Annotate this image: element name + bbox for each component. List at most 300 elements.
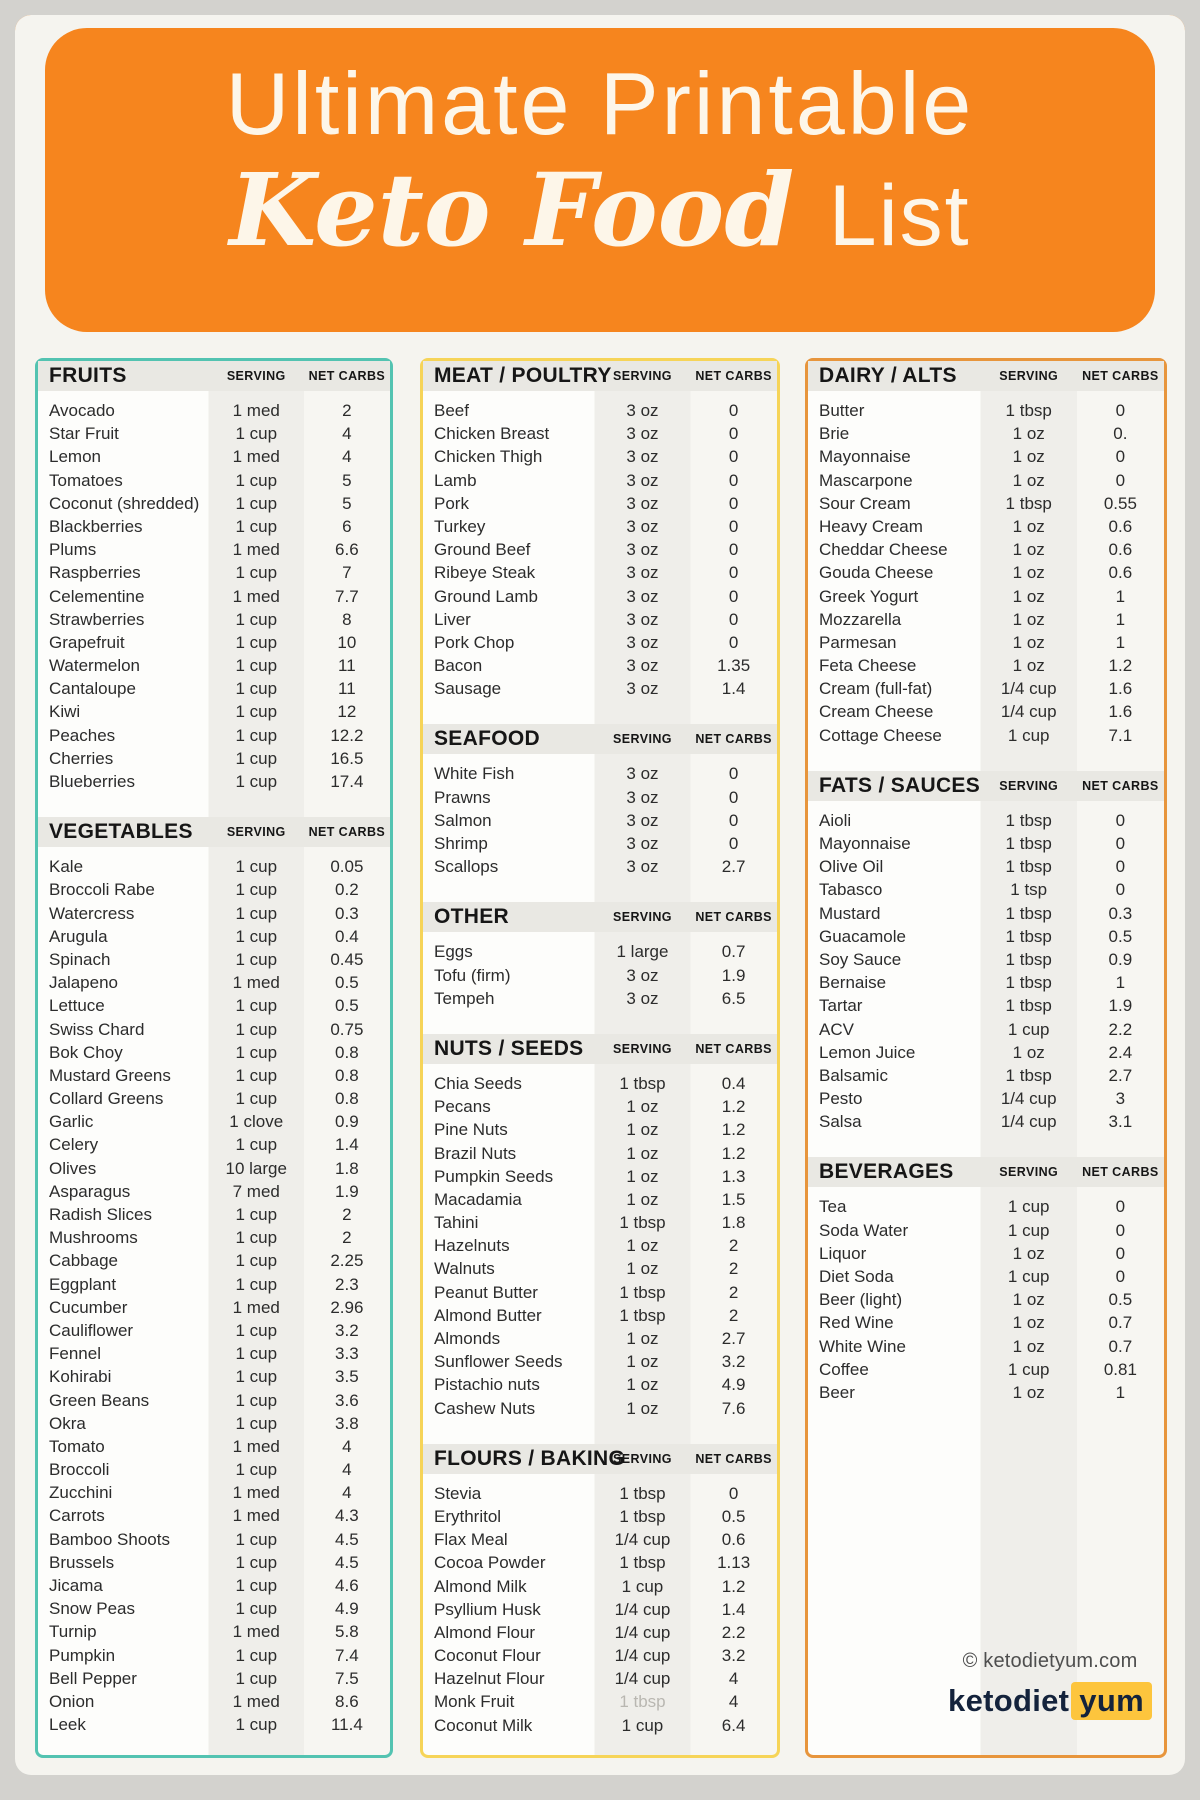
serving-cell: 1/4 cup	[1000, 1089, 1057, 1109]
food-name-cell: Garlic	[49, 1112, 94, 1132]
food-name-cell: Eggplant	[49, 1274, 117, 1294]
serving-cell: 1 cup	[235, 1135, 278, 1155]
section-title-vegetables: VEGETABLES	[49, 820, 193, 844]
table-row	[38, 1713, 390, 1736]
food-name-cell: Watercress	[49, 903, 135, 923]
serving-cell: 1 cup	[1007, 1019, 1050, 1039]
food-name-cell: Celery	[49, 1135, 99, 1155]
food-name-cell: Lettuce	[49, 996, 105, 1016]
food-name-cell: Bamboo Shoots	[49, 1529, 170, 1549]
serving-cell: 1 med	[232, 1691, 280, 1711]
serving-cell: 1 oz	[626, 1166, 659, 1186]
net-carbs-cell: 0	[1115, 1197, 1126, 1217]
serving-cell: 1 cup	[621, 1576, 664, 1596]
net-carbs-cell: 8	[342, 609, 352, 629]
table-row	[423, 538, 777, 561]
section-header-fruits	[38, 361, 390, 391]
table-row	[423, 399, 777, 422]
table-row	[808, 1358, 1164, 1381]
serving-cell: 1 cup	[235, 857, 278, 877]
table-row	[38, 1667, 390, 1690]
net-carbs-cell: 0.81	[1103, 1359, 1137, 1379]
table-row	[808, 1195, 1164, 1218]
serving-cell: 1 cup	[235, 1019, 278, 1039]
food-name-cell: Hazelnuts	[434, 1236, 510, 1256]
food-name-cell: Pumpkin Seeds	[434, 1166, 554, 1186]
net-carbs-cell: 2.4	[1108, 1042, 1133, 1062]
food-name-cell: Aioli	[819, 810, 852, 830]
serving-cell: 1 cup	[235, 1460, 278, 1480]
serving-cell: 1 cup	[235, 772, 278, 791]
net-carbs-cell: 0.05	[330, 857, 364, 877]
food-name-cell: Diet Soda	[819, 1267, 894, 1286]
section-fruits	[38, 361, 390, 793]
serving-cell: 1 med	[232, 540, 280, 560]
table-row	[38, 1504, 390, 1527]
table-row	[38, 770, 390, 793]
serving-cell: 1 cup	[235, 1205, 278, 1224]
serving-column-label: SERVING	[613, 732, 672, 747]
food-name-cell: Ribeye Steak	[434, 563, 536, 583]
serving-cell: 3 oz	[626, 401, 659, 420]
net-carbs-cell: 0.5	[1108, 926, 1133, 946]
food-name-cell: Soy Sauce	[819, 949, 902, 969]
food-name-cell: Pecans	[434, 1097, 491, 1117]
table-row	[423, 809, 777, 832]
serving-cell: 1/4 cup	[1000, 679, 1057, 699]
section-header-vegetables	[38, 817, 390, 847]
net-carbs-cell: 2.25	[330, 1251, 364, 1271]
net-carbs-cell: 0.2	[335, 880, 359, 900]
net-carbs-cell: 2	[728, 1305, 739, 1325]
section-header-flours-baking	[423, 1444, 777, 1474]
table-row	[808, 1110, 1164, 1133]
table-row	[423, 1397, 777, 1420]
net-carbs-cell: 2.2	[1108, 1019, 1133, 1039]
section-header-fats-sauces	[808, 771, 1164, 801]
section-title-seafood: SEAFOOD	[434, 727, 540, 751]
serving-cell: 1 tbsp	[1005, 810, 1052, 830]
net-carbs-cell: 2.7	[1108, 1065, 1133, 1085]
serving-cell: 1 cup	[235, 1552, 278, 1572]
serving-cell: 1 tbsp	[619, 1282, 666, 1302]
food-table-column-1	[420, 358, 780, 1758]
table-row	[808, 1381, 1164, 1404]
serving-cell: 1 oz	[626, 1097, 659, 1117]
food-name-cell: Leek	[49, 1715, 86, 1735]
food-name-cell: Lemon	[49, 447, 101, 467]
net-carbs-cell: 0	[1115, 1243, 1126, 1263]
net-carbs-cell: 0	[728, 1483, 739, 1503]
net-carbs-cell: 1.5	[721, 1189, 746, 1209]
table-row	[808, 855, 1164, 878]
table-row	[38, 1226, 390, 1249]
table-row	[808, 902, 1164, 925]
serving-cell: 1 oz	[626, 1143, 659, 1163]
net-carbs-cell: 4.5	[335, 1552, 359, 1572]
food-name-cell: Carrots	[49, 1506, 105, 1526]
net-carbs-column-label: NET CARBS	[695, 369, 772, 383]
section-meat-poultry	[423, 361, 777, 700]
section-title-meat-poultry: MEAT / POULTRY	[434, 364, 612, 387]
food-name-cell: Brussels	[49, 1552, 115, 1572]
serving-cell: 3 oz	[626, 540, 659, 560]
serving-cell: 1 med	[232, 1506, 280, 1526]
serving-cell: 3 oz	[626, 857, 659, 877]
table-row	[38, 1435, 390, 1458]
table-row	[38, 422, 390, 445]
net-carbs-cell: 0	[728, 447, 739, 467]
table-row	[38, 631, 390, 654]
table-row	[38, 1481, 390, 1504]
table-row	[423, 1327, 777, 1350]
table-row	[423, 832, 777, 855]
table-row	[423, 585, 777, 608]
table-row	[808, 677, 1164, 700]
serving-cell: 1 oz	[1012, 1336, 1045, 1356]
food-name-cell: Peaches	[49, 725, 116, 745]
food-name-cell: Arugula	[49, 926, 108, 946]
net-carbs-cell: 0	[728, 609, 739, 629]
table-row	[423, 1551, 777, 1574]
serving-cell: 1 oz	[1012, 424, 1045, 444]
table-row	[423, 1234, 777, 1257]
food-name-cell: Jalapeno	[49, 973, 119, 993]
food-name-cell: Onion	[49, 1691, 95, 1711]
net-carbs-cell: 0.45	[330, 949, 364, 969]
net-carbs-cell: 2.7	[721, 1329, 746, 1348]
table-row	[38, 1041, 390, 1064]
food-name-cell: Hazelnut Flour	[434, 1669, 545, 1689]
table-row	[38, 654, 390, 677]
table-row	[423, 677, 777, 700]
food-name-cell: Beef	[434, 401, 469, 420]
food-name-cell: Tempeh	[434, 988, 495, 1008]
serving-cell: 1 tbsp	[619, 1553, 666, 1573]
serving-cell: 1 oz	[626, 1329, 659, 1348]
page-title-script: Keto Food	[229, 151, 795, 270]
table-row	[38, 1365, 390, 1388]
serving-cell: 1 cup	[235, 424, 278, 444]
table-row	[808, 809, 1164, 832]
net-carbs-cell: 0	[1115, 401, 1126, 420]
table-row	[38, 855, 390, 878]
serving-cell: 1 med	[232, 447, 280, 467]
table-row	[423, 940, 777, 963]
serving-cell: 1 oz	[626, 1398, 659, 1418]
serving-cell: 1 cup	[235, 748, 278, 768]
food-name-cell: Bell Pepper	[49, 1668, 137, 1688]
net-carbs-column-label: NET CARBS	[1082, 369, 1159, 383]
serving-cell: 1 tsp	[1010, 880, 1048, 900]
food-name-cell: Pumpkin	[49, 1645, 116, 1665]
section-flours-baking	[423, 1444, 777, 1737]
net-carbs-cell: 1.6	[1108, 702, 1133, 722]
food-name-cell: Flax Meal	[434, 1530, 508, 1550]
serving-cell: 1 cup	[235, 880, 278, 900]
table-row	[808, 1265, 1164, 1288]
net-carbs-cell: 4	[342, 1436, 352, 1456]
table-row	[38, 469, 390, 492]
serving-cell: 1 oz	[1012, 540, 1045, 560]
table-row	[38, 1644, 390, 1667]
food-name-cell: Beer (light)	[819, 1290, 903, 1310]
table-row	[423, 608, 777, 631]
food-name-cell: Green Beans	[49, 1390, 150, 1410]
serving-cell: 1 oz	[1012, 1042, 1045, 1062]
table-row	[808, 724, 1164, 747]
table-row	[808, 538, 1164, 561]
serving-cell: 1 oz	[1012, 609, 1045, 629]
section-rows-beverages	[808, 1187, 1164, 1404]
section-title-nuts-seeds: NUTS / SEEDS	[434, 1036, 584, 1060]
net-carbs-cell: 0	[728, 834, 739, 853]
page-title-line1: Ultimate Printable	[225, 54, 975, 153]
food-name-cell: Tofu (firm)	[434, 965, 511, 985]
food-name-cell: Salsa	[819, 1112, 862, 1132]
food-name-cell: Cream Cheese	[819, 702, 934, 722]
food-name-cell: Almonds	[434, 1329, 501, 1348]
table-row	[808, 492, 1164, 515]
section-rows-seafood	[423, 754, 777, 878]
net-carbs-cell: 0	[728, 586, 739, 606]
food-name-cell: Mayonnaise	[819, 447, 911, 467]
table-row	[38, 1690, 390, 1713]
table-row	[808, 1335, 1164, 1358]
serving-cell: 1 cup	[235, 926, 278, 946]
serving-column-label: SERVING	[226, 825, 286, 840]
section-title-other: OTHER	[434, 905, 509, 929]
net-carbs-cell: 4	[728, 1669, 739, 1689]
table-row	[808, 585, 1164, 608]
food-name-cell: Swiss Chard	[49, 1019, 145, 1039]
food-name-cell: Brazil Nuts	[434, 1143, 517, 1163]
table-row	[423, 1373, 777, 1396]
food-name-cell: Erythritol	[434, 1506, 502, 1526]
net-carbs-cell: 0.6	[1108, 540, 1133, 560]
net-carbs-cell: 4.9	[335, 1599, 359, 1619]
table-row	[38, 538, 390, 561]
net-carbs-column-label: NET CARBS	[695, 732, 772, 747]
serving-cell: 1 cup	[235, 1599, 278, 1619]
section-fats-sauces	[808, 771, 1164, 1134]
serving-cell: 1 cup	[235, 903, 278, 923]
serving-cell: 7 med	[232, 1181, 280, 1201]
table-row	[808, 445, 1164, 468]
table-row	[423, 1575, 777, 1598]
serving-cell: 1 cup	[621, 1715, 664, 1735]
serving-cell: 1 cup	[235, 1715, 278, 1735]
net-carbs-cell: 4.9	[721, 1375, 746, 1395]
section-header-nuts-seeds	[423, 1034, 777, 1064]
food-name-cell: Eggs	[434, 942, 473, 962]
food-name-cell: Butter	[819, 401, 865, 420]
net-carbs-cell: 4.5	[335, 1529, 359, 1549]
net-carbs-cell: 0.8	[335, 1042, 359, 1062]
serving-cell: 1 tbsp	[619, 1483, 666, 1503]
net-carbs-cell: 0	[1115, 447, 1126, 467]
serving-cell: 1 oz	[1012, 563, 1045, 583]
food-name-cell: Greek Yogurt	[819, 586, 919, 606]
section-beverages	[808, 1157, 1164, 1404]
net-carbs-cell: 11.4	[330, 1715, 363, 1735]
table-row	[38, 994, 390, 1017]
serving-cell: 3 oz	[626, 586, 659, 606]
table-row	[423, 561, 777, 584]
food-name-cell: Chicken Breast	[434, 424, 550, 444]
table-row	[808, 1064, 1164, 1087]
net-carbs-cell: 0.7	[1108, 1336, 1133, 1356]
net-carbs-column-label: NET CARBS	[308, 369, 386, 383]
table-row	[423, 786, 777, 809]
net-carbs-cell: 4	[728, 1692, 739, 1712]
serving-cell: 1 oz	[1012, 516, 1045, 536]
food-name-cell: Lemon Juice	[819, 1042, 916, 1062]
table-row	[38, 1342, 390, 1365]
serving-cell: 1 cup	[235, 1251, 278, 1271]
net-carbs-cell: 0.6	[1108, 563, 1133, 583]
net-carbs-cell: 0.75	[330, 1019, 364, 1039]
table-row	[423, 1142, 777, 1165]
section-other	[423, 902, 777, 1010]
net-carbs-cell: 12.2	[330, 725, 364, 745]
food-name-cell: Turnip	[49, 1622, 97, 1642]
serving-cell: 1 cup	[235, 470, 278, 490]
net-carbs-cell: 0.8	[335, 1065, 359, 1085]
table-row	[423, 1505, 777, 1528]
serving-cell: 1 cup	[235, 1413, 278, 1433]
serving-cell: 3 oz	[626, 447, 659, 467]
food-name-cell: Bok Choy	[49, 1042, 123, 1062]
table-row	[38, 1296, 390, 1319]
table-row	[423, 1690, 777, 1713]
food-name-cell: Almond Flour	[434, 1622, 536, 1642]
table-row	[38, 515, 390, 538]
net-carbs-cell: 0.5	[335, 996, 359, 1016]
table-row	[808, 399, 1164, 422]
food-name-cell: ACV	[819, 1019, 854, 1039]
net-carbs-cell: 4	[342, 447, 352, 467]
net-carbs-cell: 0	[1115, 857, 1126, 877]
food-name-cell: Mayonnaise	[819, 834, 911, 853]
net-carbs-cell: 0.55	[1103, 493, 1137, 513]
net-carbs-cell: 1.2	[1108, 656, 1133, 676]
net-carbs-column-label: NET CARBS	[695, 1041, 772, 1056]
table-row	[423, 964, 777, 987]
food-name-cell: Coconut (shredded)	[49, 493, 200, 513]
net-carbs-cell: 2	[342, 1205, 352, 1224]
table-row	[38, 1133, 390, 1156]
food-name-cell: Psyllium Husk	[434, 1599, 541, 1619]
serving-cell: 1 oz	[626, 1236, 659, 1256]
net-carbs-cell: 0	[728, 787, 739, 807]
net-carbs-cell: 17.4	[330, 772, 364, 791]
serving-cell: 1 tbsp	[1005, 996, 1052, 1016]
net-carbs-cell: 2	[342, 401, 352, 420]
net-carbs-cell: 1.13	[717, 1553, 751, 1573]
food-name-cell: Heavy Cream	[819, 516, 923, 536]
serving-cell: 1 cup	[235, 1344, 278, 1364]
serving-cell: 1 clove	[229, 1112, 284, 1132]
serving-cell: 1 oz	[1012, 1382, 1045, 1402]
serving-cell: 1 cup	[1007, 1220, 1050, 1240]
food-name-cell: Gouda Cheese	[819, 563, 934, 583]
food-name-cell: Celementine	[49, 586, 145, 606]
title-banner	[45, 28, 1155, 332]
table-row	[38, 971, 390, 994]
net-carbs-cell: 6.6	[335, 540, 359, 560]
net-carbs-cell: 0.5	[1108, 1290, 1133, 1310]
table-row	[38, 1018, 390, 1041]
serving-cell: 1 cup	[235, 493, 278, 513]
serving-cell: 1 cup	[235, 1042, 278, 1062]
food-name-cell: Lamb	[434, 470, 477, 490]
net-carbs-cell: 1.9	[1108, 996, 1133, 1016]
net-carbs-cell: 1.6	[1108, 679, 1133, 699]
food-name-cell: Blueberries	[49, 772, 135, 791]
serving-cell: 1 cup	[235, 516, 278, 536]
net-carbs-cell: 0.5	[335, 973, 359, 993]
net-carbs-cell: 2.96	[330, 1297, 364, 1317]
table-row	[808, 1288, 1164, 1311]
food-name-cell: Walnuts	[434, 1259, 495, 1279]
table-row	[423, 1350, 777, 1373]
serving-cell: 1 med	[232, 1436, 280, 1456]
food-name-cell: Monk Fruit	[434, 1692, 515, 1712]
table-row	[38, 1203, 390, 1226]
net-carbs-cell: 1.2	[721, 1120, 746, 1140]
net-carbs-cell: 0.3	[335, 903, 359, 923]
serving-column-label: SERVING	[999, 369, 1059, 383]
table-row	[38, 492, 390, 515]
serving-cell: 3 oz	[626, 988, 659, 1008]
net-carbs-cell: 0	[1115, 880, 1126, 900]
table-row	[808, 971, 1164, 994]
serving-cell: 1 cup	[235, 1529, 278, 1549]
serving-cell: 1/4 cup	[1000, 702, 1057, 722]
food-name-cell: Kohirabi	[49, 1367, 112, 1387]
serving-cell: 1 cup	[235, 679, 278, 699]
net-carbs-cell: 0.6	[721, 1530, 746, 1550]
table-row	[38, 1458, 390, 1481]
table-row	[423, 855, 777, 878]
table-row	[808, 1311, 1164, 1334]
serving-cell: 1 tbsp	[619, 1213, 666, 1233]
net-carbs-cell: 1.35	[717, 656, 751, 676]
serving-cell: 1 oz	[626, 1352, 659, 1372]
serving-cell: 1 cup	[235, 996, 278, 1016]
table-row	[808, 1018, 1164, 1041]
food-name-cell: Scallops	[434, 857, 499, 877]
table-row	[808, 700, 1164, 723]
serving-cell: 1 tbsp	[1005, 401, 1052, 420]
food-name-cell: Radish Slices	[49, 1205, 152, 1224]
food-name-cell: Sausage	[434, 679, 502, 699]
serving-cell: 1 tbsp	[619, 1506, 666, 1526]
table-row	[38, 1157, 390, 1180]
section-rows-dairy-alts	[808, 391, 1164, 747]
section-rows-fats-sauces	[808, 801, 1164, 1134]
serving-cell: 1/4 cup	[614, 1669, 671, 1689]
serving-cell: 3 oz	[626, 609, 659, 629]
net-carbs-cell: 3.8	[335, 1413, 359, 1433]
table-row	[423, 1528, 777, 1551]
section-header-dairy-alts	[808, 361, 1164, 391]
table-row	[38, 724, 390, 747]
food-name-cell: Tomatoes	[49, 470, 123, 490]
serving-cell: 1 oz	[626, 1120, 659, 1140]
serving-cell: 1 cup	[1007, 725, 1050, 745]
